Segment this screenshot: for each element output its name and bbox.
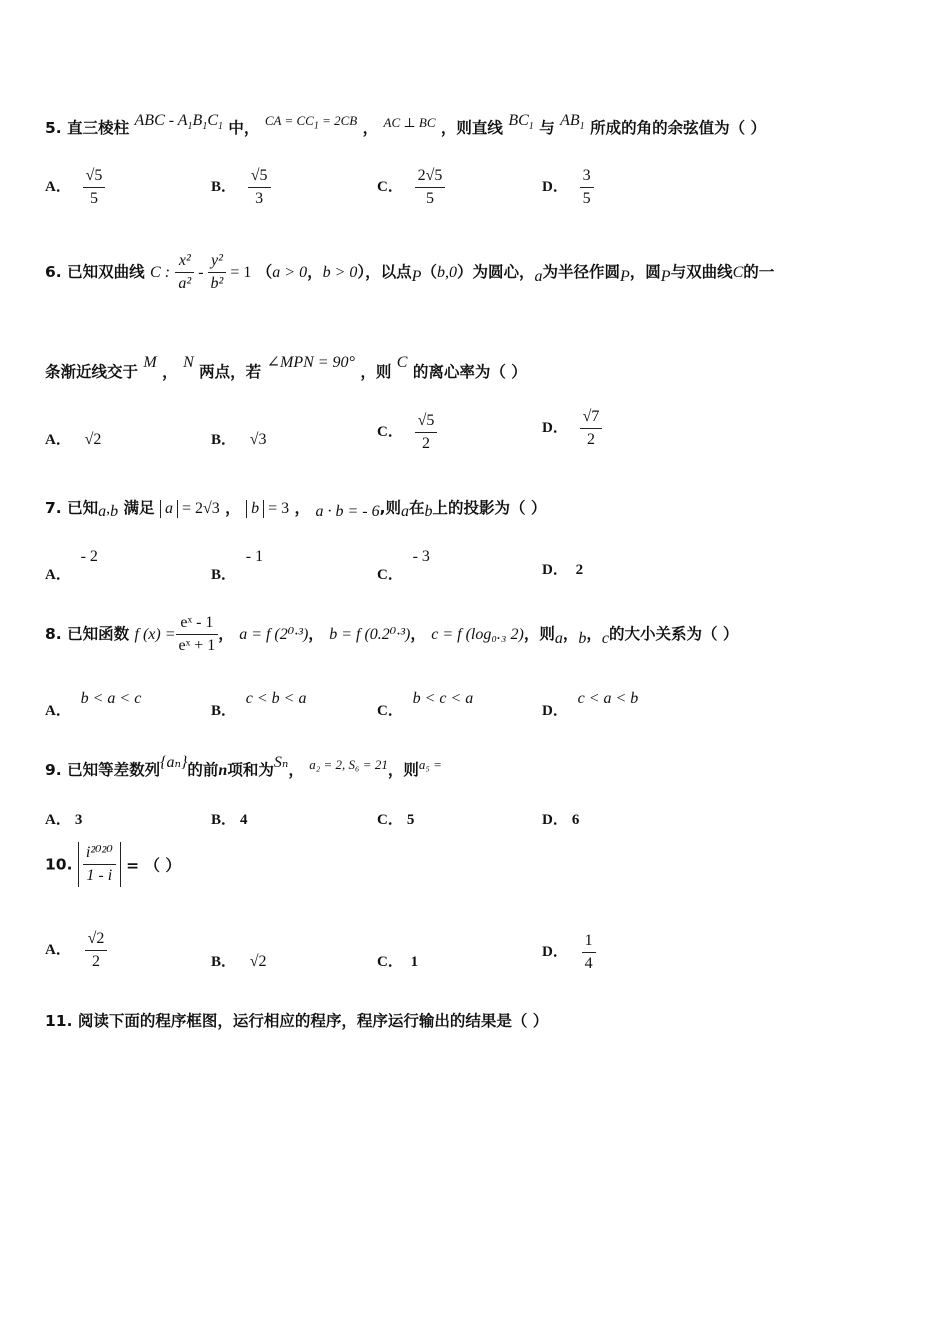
math-sequence: {aₙ} [160, 754, 188, 771]
math-n: N [183, 354, 194, 371]
question-text: 与 [539, 119, 555, 137]
math-vector-a: a [400, 503, 409, 520]
math-m: M [143, 354, 157, 371]
option-label: C． [377, 812, 403, 828]
option-b[interactable] [211, 548, 263, 584]
math-fraction-f: $\frac{\text{eˣ - 1}}{\text{eˣ + 1}}$ [176, 612, 219, 657]
option-label: D． [542, 562, 568, 578]
option-value: - 2 [80, 548, 98, 565]
question-text: ，则 [387, 761, 419, 779]
math-c: C [396, 354, 408, 371]
question-text: 阅读下面的程序框图，运行相应的程序，程序运行输出的结果是（ ） [77, 1012, 549, 1030]
question-text: 与双曲线 [670, 263, 733, 281]
math-point-p: P [620, 268, 630, 285]
option-b[interactable] [211, 808, 248, 829]
fraction-denominator: 4 [584, 955, 593, 972]
math-line-bc1: $BC_1$ [508, 112, 534, 133]
question-text: = （ ） [126, 856, 181, 875]
option-a[interactable] [45, 808, 82, 829]
option-label: D． [542, 943, 568, 960]
question-text: ，则 [523, 625, 555, 643]
option-label: D． [542, 178, 568, 195]
option-value: 2 [575, 562, 584, 578]
option-d[interactable] [542, 930, 596, 975]
fraction-numerator: √5 [248, 165, 271, 188]
question-text: 已知 [67, 499, 99, 517]
question-6-line-2 [45, 352, 527, 382]
math-a: a [534, 268, 543, 285]
math-fraction-y: $\frac{\text{y²}}{\text{b²}}$ [208, 250, 227, 295]
option-label: A． [45, 703, 71, 719]
option-value: √2 [249, 953, 267, 970]
math-prism: ABC - $A_1B_1C_1$ [134, 112, 223, 133]
question-10 [45, 842, 181, 887]
question-text: 在 [408, 499, 425, 517]
math-n: n [218, 762, 228, 779]
fraction-denominator: 5 [425, 190, 434, 207]
question-number: 6. [45, 263, 62, 281]
math-vector-b: b [424, 503, 433, 520]
option-label: A． [45, 812, 71, 828]
question-text: 中， [228, 119, 260, 137]
option-label: B． [211, 812, 237, 828]
option-label: B． [211, 567, 237, 583]
option-d[interactable] [542, 406, 602, 451]
option-c[interactable] [377, 808, 414, 829]
math-eq-b: = 3 [264, 500, 290, 517]
question-number: 10. [45, 855, 73, 874]
math-perpendicular: AC ⊥ BC [383, 115, 436, 130]
math-vector-a: a [98, 503, 107, 520]
option-d[interactable] [542, 808, 579, 829]
question-number: 7. [45, 499, 62, 517]
fraction-denominator: 5 [89, 190, 98, 207]
question-text: 两点，若 [199, 363, 262, 381]
option-label: D． [542, 703, 568, 719]
question-text: ， [218, 625, 234, 643]
option-a[interactable] [45, 165, 105, 210]
math-c: C [732, 264, 744, 281]
question-number: 8. [45, 625, 62, 643]
option-value: b < c < a [412, 690, 474, 707]
option-value: 4 [240, 812, 248, 828]
math-point-p: P [411, 268, 422, 285]
option-c[interactable] [377, 548, 430, 584]
fraction-numerator: 3 [580, 165, 594, 188]
option-c[interactable] [377, 690, 473, 720]
option-value: 6 [571, 812, 580, 828]
math-c: c [601, 630, 609, 647]
question-text: ,则 [379, 499, 401, 517]
option-c[interactable] [377, 950, 418, 971]
question-text: 上的投影为（ ） [432, 499, 547, 517]
option-value: c < b < a [245, 690, 307, 707]
question-text: ， [562, 625, 579, 643]
option-label: B． [211, 954, 237, 970]
math-line-ab1: $AB_1$ [560, 112, 585, 133]
math-vector-b: b [110, 503, 119, 520]
math-c-value: c = f (log₀.₃ 2) [431, 626, 524, 643]
option-b[interactable] [211, 165, 271, 210]
question-5 [45, 112, 766, 138]
question-text: ， [410, 625, 426, 643]
option-label: A． [45, 178, 71, 195]
question-number: 11. [45, 1012, 73, 1030]
fraction-numerator: √5 [415, 410, 438, 433]
option-label: A． [45, 432, 71, 448]
fraction-numerator: i²⁰²⁰ [83, 842, 116, 865]
question-9 [45, 752, 442, 780]
question-text: 直三棱柱 [67, 119, 130, 137]
fraction-denominator: 5 [582, 190, 591, 207]
option-label: C． [377, 178, 403, 195]
question-text: ），以点 [357, 263, 412, 281]
question-text: 的大小关系为（ ） [608, 625, 739, 643]
math-b-value: b = f (0.2⁰·³) [329, 626, 411, 643]
fraction-denominator: 2 [91, 953, 100, 970]
option-d[interactable] [542, 165, 594, 210]
option-b[interactable] [211, 690, 306, 720]
question-text: ，则直线 [440, 119, 503, 137]
option-label: B． [211, 703, 237, 719]
question-text: ， [586, 625, 602, 643]
math-eq-a: = 2√3 [177, 500, 220, 517]
question-text: ， [307, 263, 323, 281]
option-d[interactable] [542, 690, 638, 720]
option-a[interactable] [45, 548, 98, 584]
math-dot-product: a · b = - 6 [315, 503, 380, 520]
option-value: b < a < c [80, 690, 142, 707]
option-a[interactable] [45, 428, 101, 449]
math-a5: a₅ = [418, 757, 442, 772]
question-text: 条渐近线交于 [45, 363, 139, 381]
question-text: ）为圆心， [456, 263, 535, 281]
math-abs-a: a [160, 500, 178, 518]
math-a: a [554, 630, 563, 647]
question-text: ， [362, 119, 379, 137]
math-point-p: P [660, 268, 671, 285]
fraction-numerator: √7 [580, 406, 603, 429]
question-text: （ [256, 263, 273, 281]
question-text: 为半径作圆 [542, 263, 620, 281]
math-a-value: a = f (2⁰·³) [239, 626, 309, 643]
question-text: ，圆 [629, 263, 661, 281]
math-separator: , [106, 500, 111, 517]
option-value: 3 [74, 812, 83, 828]
math-condition: a₂ = 2, S₆ = 21 [309, 757, 388, 772]
option-label: D． [542, 419, 568, 436]
option-label: C． [377, 954, 403, 970]
question-text: ， [288, 761, 304, 779]
option-a[interactable] [45, 690, 141, 720]
question-7 [45, 496, 546, 521]
option-label: D． [542, 812, 568, 828]
question-text: 满足 [123, 499, 155, 517]
fraction-denominator: 3 [255, 190, 264, 207]
question-text: 的离心率为（ ） [412, 363, 527, 381]
option-a[interactable] [45, 928, 107, 973]
option-value: √3 [249, 431, 267, 448]
question-text: 已知双曲线 [67, 263, 145, 281]
math-fraction-x: $\frac{\text{x²}}{\text{a²}}$ [175, 250, 194, 295]
fraction-numerator: √2 [85, 928, 108, 951]
math-abs-fraction [78, 842, 121, 887]
math-condition: CA = CC1 = 2CB [264, 113, 358, 132]
math-minus: - [194, 264, 208, 281]
math-b: b [578, 630, 587, 647]
question-text: ，则 [360, 363, 392, 381]
option-b[interactable] [211, 428, 267, 449]
question-text: 项和为 [227, 761, 274, 779]
math-equals: = 1 [226, 264, 252, 281]
question-text: ， [308, 625, 324, 643]
question-11 [45, 1009, 548, 1031]
option-label: A． [45, 567, 71, 583]
question-number: 5. [45, 119, 62, 137]
fraction-numerator: 1 [582, 930, 596, 953]
option-d[interactable] [542, 558, 583, 579]
math-cond-a: a > 0 [272, 264, 308, 281]
fraction-denominator: 2 [421, 435, 430, 452]
question-text: 已知等差数列 [67, 761, 161, 779]
math-curve: C : [150, 264, 171, 281]
question-text: ， [162, 363, 178, 381]
option-c[interactable] [377, 165, 445, 210]
option-value: c < a < b [577, 690, 639, 707]
option-value: 5 [406, 812, 415, 828]
fraction-denominator: 2 [586, 431, 595, 448]
math-function: f (x) = [134, 626, 176, 643]
fraction-denominator: 1 - i [86, 867, 113, 884]
math-angle: ∠MPN = 90° [266, 354, 355, 371]
math-cond-b: b > 0 [322, 264, 358, 281]
option-c[interactable] [377, 410, 437, 455]
math-abs-b: b [246, 500, 264, 518]
option-b[interactable] [211, 950, 267, 971]
option-label: B． [211, 178, 237, 195]
question-text: 所成的角的余弦值为（ ） [590, 119, 766, 137]
question-text: 的前 [187, 761, 219, 779]
question-6 [45, 250, 774, 295]
math-coord: b,0 [436, 264, 457, 281]
option-value: - 1 [245, 548, 264, 565]
question-text: 已知函数 [67, 625, 130, 643]
question-text: ， [294, 499, 311, 517]
fraction-numerator: √5 [83, 165, 106, 188]
question-8 [45, 612, 738, 657]
option-label: C． [377, 423, 403, 440]
option-label: B． [211, 432, 237, 448]
question-text: （ [421, 263, 437, 281]
question-text: ， [225, 499, 241, 517]
option-value: 1 [410, 954, 419, 970]
option-label: C． [377, 567, 403, 583]
question-number: 9. [45, 761, 62, 779]
question-text: 的一 [743, 263, 775, 281]
math-sum: Sₙ [273, 754, 289, 771]
fraction-numerator: 2√5 [415, 165, 446, 188]
option-label: A． [45, 941, 71, 958]
option-value: - 3 [412, 548, 430, 565]
option-value: √2 [84, 431, 102, 448]
option-label: C． [377, 703, 403, 719]
